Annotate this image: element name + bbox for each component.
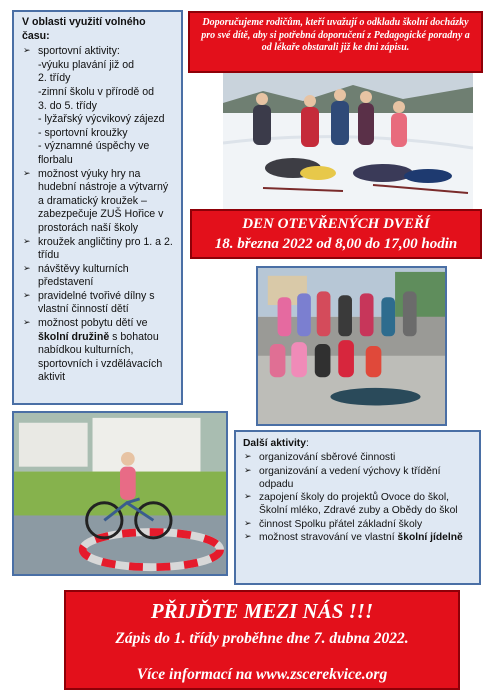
list-item-sports <box>22 45 175 167</box>
skiing-photo <box>223 73 473 209</box>
canteen-text-bold: školní jídelně <box>397 532 463 544</box>
sports-label: sportovní aktivity: <box>38 45 120 58</box>
other-heading-colon: : <box>305 438 309 449</box>
list-item-waste-sorting: ➢ organizování a vedení výchovy k třídění odpadu <box>243 465 472 492</box>
leisure-list <box>22 45 175 385</box>
sports-sub-2: 2. třídy <box>38 72 71 85</box>
sports-sub-7: - významné úspěchy ve <box>38 140 150 153</box>
list-item-canteen <box>243 531 472 544</box>
group-photo <box>256 266 447 426</box>
footer-title: PŘIJĎTE MEZI NÁS !!! <box>150 599 374 623</box>
sports-sub-8: florbalu <box>38 153 73 166</box>
club-text-pre: možnost pobytu dětí ve <box>38 317 148 330</box>
list-item-after-school-club <box>22 317 175 385</box>
intro-text: Doporučujeme rodičům, kteří uvažují o odkladu školní docházky pro své dítě, aby si potřebná doporučení z Pedagogické poradny a od lékaře obstarali již ke dni zápisu. <box>201 17 470 54</box>
footer-website: Více informací na www.zscerekvice.org <box>136 666 388 683</box>
list-item-english: ➢ kroužek angličtiny pro 1. a 2. třídu <box>22 236 175 263</box>
leisure-activities-box <box>12 10 183 405</box>
canteen-text-pre: možnost stravování ve vlastní <box>259 532 398 544</box>
sports-sub-6: - sportovní kroužky <box>38 126 128 139</box>
other-list <box>243 451 472 544</box>
open-day-banner <box>190 209 482 259</box>
footer-banner <box>64 590 460 690</box>
list-item-workshops: ➢ pravidelné tvořivé dílny s vlastní činností dětí <box>22 290 175 317</box>
list-item-projects: ➢ zapojení školy do projektů Ovoce do škol, Školní mléko, Zdravé zuby a Obědy do škol <box>243 491 472 518</box>
other-activities-box <box>234 430 481 585</box>
intro-notice <box>188 11 483 73</box>
list-item-music: ➢ možnost výuky hry na hudební nástroje a výtvarný a dramatický kroužek – zabezpečuje ZUŠ Hořice v prostorách naší školy <box>22 168 175 236</box>
club-text-bold: školní družině <box>38 330 110 343</box>
other-heading: Další aktivity <box>243 438 306 449</box>
footer-enrollment: Zápis do 1. třídy proběhne dne 7. dubna 2022. <box>115 630 409 647</box>
cycling-photo <box>12 411 228 576</box>
other-heading-line <box>243 437 472 450</box>
list-item-culture: ➢ návštěvy kulturních představení <box>22 263 175 290</box>
open-day-date: 18. března 2022 od 8,00 do 17,00 hodin <box>214 236 458 252</box>
sports-sub-1: -výuku plavání již od <box>38 58 134 71</box>
sports-sub-5: - lyžařský výcvikový zájezd <box>38 113 165 126</box>
open-day-title: DEN OTEVŘENÝCH DVEŘÍ <box>242 216 430 232</box>
list-item-collection: ➢ organizování sběrové činnosti <box>243 451 472 464</box>
sports-sub-3: -zimní školu v přírodě od <box>38 85 154 98</box>
leisure-heading: V oblasti využití volného času: <box>22 16 146 42</box>
sports-sub-4: 3. do 5. třídy <box>38 99 97 112</box>
club-text-post: s bohatou nabídkou kulturních, sportovních i vzdělávacích aktivit <box>38 330 163 384</box>
list-item-association: ➢ činnost Spolku přátel základní školy <box>243 518 472 531</box>
